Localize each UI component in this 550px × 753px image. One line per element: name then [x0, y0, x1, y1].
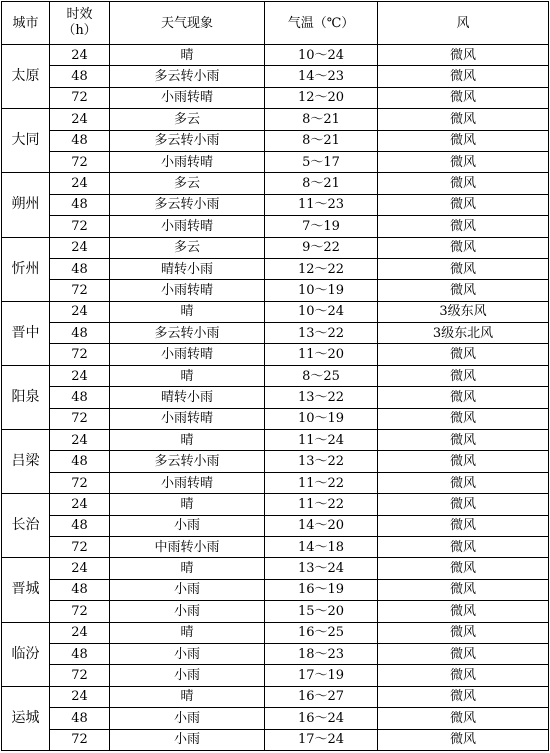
table-row: [2, 494, 549, 515]
header-hours-line1: 时效: [66, 7, 93, 22]
wind-cell: 微风: [378, 151, 549, 172]
table-row: [2, 66, 549, 87]
table-row: [2, 643, 549, 664]
weather-cell: 多云: [110, 173, 265, 194]
table-row: [2, 558, 549, 579]
wind-cell: 微风: [378, 237, 549, 258]
weather-cell: 多云转小雨: [110, 451, 265, 472]
wind-cell: 微风: [378, 45, 549, 66]
weather-cell: 晴: [110, 45, 265, 66]
hours-cell: 72: [50, 280, 110, 301]
table-row: [2, 344, 549, 365]
weather-cell: 晴: [110, 622, 265, 643]
table-row: [2, 151, 549, 172]
table-row: [2, 622, 549, 643]
wind-cell: 微风: [378, 130, 549, 151]
weather-cell: 小雨: [110, 579, 265, 600]
wind-cell: 微风: [378, 536, 549, 557]
weather-cell: 小雨转晴: [110, 408, 265, 429]
city-name: 运城: [2, 686, 50, 750]
hours-cell: 48: [50, 515, 110, 536]
weather-cell: 小雨: [110, 601, 265, 622]
temperature-cell: 16～19: [265, 579, 378, 600]
temperature-cell: 17～19: [265, 665, 378, 686]
hours-cell: 72: [50, 87, 110, 108]
table-row: [2, 665, 549, 686]
weather-cell: 小雨: [110, 729, 265, 750]
table-row: [2, 280, 549, 301]
table-row: [2, 408, 549, 429]
header-wind: 风: [378, 2, 549, 45]
table-row: [2, 87, 549, 108]
hours-cell: 72: [50, 536, 110, 557]
temperature-cell: 14～20: [265, 515, 378, 536]
wind-cell: 微风: [378, 194, 549, 215]
weather-cell: 晴: [110, 430, 265, 451]
hours-cell: 48: [50, 708, 110, 729]
wind-cell: 微风: [378, 708, 549, 729]
wind-cell: 微风: [378, 622, 549, 643]
wind-cell: 微风: [378, 494, 549, 515]
wind-cell: 微风: [378, 387, 549, 408]
wind-cell: 微风: [378, 579, 549, 600]
temperature-cell: 16～27: [265, 686, 378, 707]
weather-cell: 小雨: [110, 665, 265, 686]
weather-cell: 晴: [110, 365, 265, 386]
temperature-cell: 8～21: [265, 130, 378, 151]
city-name: 晋中: [2, 301, 50, 365]
weather-cell: 晴转小雨: [110, 387, 265, 408]
temperature-cell: 13～22: [265, 387, 378, 408]
weather-cell: 晴: [110, 558, 265, 579]
header-city: 城市: [2, 2, 50, 45]
wind-cell: 微风: [378, 558, 549, 579]
header-row: [2, 2, 549, 45]
wind-cell: 3级东风: [378, 301, 549, 322]
table-row: [2, 173, 549, 194]
header-weather: 天气现象: [110, 2, 265, 45]
wind-cell: 微风: [378, 601, 549, 622]
hours-cell: 72: [50, 729, 110, 750]
table-row: [2, 536, 549, 557]
wind-cell: 微风: [378, 258, 549, 279]
weather-cell: 小雨转晴: [110, 87, 265, 108]
hours-cell: 48: [50, 66, 110, 87]
temperature-cell: 10～24: [265, 45, 378, 66]
hours-cell: 48: [50, 323, 110, 344]
table-row: [2, 579, 549, 600]
header-hours-line2: （h）: [62, 23, 97, 38]
temperature-cell: 12～22: [265, 258, 378, 279]
hours-cell: 72: [50, 601, 110, 622]
temperature-cell: 5～17: [265, 151, 378, 172]
table-row: [2, 472, 549, 493]
temperature-cell: 11～23: [265, 194, 378, 215]
table-row: [2, 601, 549, 622]
temperature-cell: 11～20: [265, 344, 378, 365]
temperature-cell: 11～24: [265, 430, 378, 451]
weather-cell: 小雨转晴: [110, 472, 265, 493]
city-name: 朔州: [2, 173, 50, 237]
table-row: [2, 729, 549, 750]
city-name: 阳泉: [2, 365, 50, 429]
weather-cell: 小雨: [110, 708, 265, 729]
table-row: [2, 708, 549, 729]
wind-cell: 微风: [378, 216, 549, 237]
table-row: [2, 109, 549, 130]
forecast-body: [2, 45, 549, 751]
weather-cell: 多云: [110, 237, 265, 258]
wind-cell: 3级东北风: [378, 323, 549, 344]
temperature-cell: 14～23: [265, 66, 378, 87]
temperature-cell: 11～22: [265, 494, 378, 515]
hours-cell: 24: [50, 365, 110, 386]
temperature-cell: 10～24: [265, 301, 378, 322]
wind-cell: 微风: [378, 408, 549, 429]
table-row: [2, 323, 549, 344]
wind-cell: 微风: [378, 686, 549, 707]
temperature-cell: 17～24: [265, 729, 378, 750]
weather-cell: 小雨转晴: [110, 151, 265, 172]
hours-cell: 48: [50, 130, 110, 151]
hours-cell: 24: [50, 558, 110, 579]
weather-cell: 晴转小雨: [110, 258, 265, 279]
table-row: [2, 451, 549, 472]
weather-cell: 小雨: [110, 643, 265, 664]
wind-cell: 微风: [378, 87, 549, 108]
temperature-cell: 8～21: [265, 173, 378, 194]
hours-cell: 72: [50, 472, 110, 493]
city-name: 吕梁: [2, 430, 50, 494]
city-name: 长治: [2, 494, 50, 558]
temperature-cell: 18～23: [265, 643, 378, 664]
hours-cell: 72: [50, 665, 110, 686]
weather-cell: 晴: [110, 686, 265, 707]
temperature-cell: 14～18: [265, 536, 378, 557]
city-name: 忻州: [2, 237, 50, 301]
weather-cell: 晴: [110, 301, 265, 322]
wind-cell: 微风: [378, 365, 549, 386]
wind-cell: 微风: [378, 643, 549, 664]
wind-cell: 微风: [378, 729, 549, 750]
temperature-cell: 16～24: [265, 708, 378, 729]
table-row: [2, 130, 549, 151]
table-row: [2, 237, 549, 258]
weather-cell: 中雨转小雨: [110, 536, 265, 557]
hours-cell: 24: [50, 430, 110, 451]
temperature-cell: 13～24: [265, 558, 378, 579]
hours-cell: 48: [50, 258, 110, 279]
table-row: [2, 45, 549, 66]
table-row: [2, 301, 549, 322]
temperature-cell: 7～19: [265, 216, 378, 237]
city-name: 临汾: [2, 622, 50, 686]
hours-cell: 24: [50, 686, 110, 707]
table-row: [2, 387, 549, 408]
table-row: [2, 194, 549, 215]
temperature-cell: 9～22: [265, 237, 378, 258]
weather-cell: 小雨转晴: [110, 344, 265, 365]
table-row: [2, 430, 549, 451]
city-name: 太原: [2, 45, 50, 109]
hours-cell: 24: [50, 109, 110, 130]
temperature-cell: 16～25: [265, 622, 378, 643]
wind-cell: 微风: [378, 515, 549, 536]
weather-cell: 多云转小雨: [110, 194, 265, 215]
temperature-cell: 15～20: [265, 601, 378, 622]
hours-cell: 48: [50, 643, 110, 664]
wind-cell: 微风: [378, 472, 549, 493]
hours-cell: 24: [50, 494, 110, 515]
city-name: 晋城: [2, 558, 50, 622]
wind-cell: 微风: [378, 451, 549, 472]
hours-cell: 24: [50, 622, 110, 643]
hours-cell: 48: [50, 451, 110, 472]
weather-cell: 多云转小雨: [110, 66, 265, 87]
hours-cell: 72: [50, 151, 110, 172]
temperature-cell: 13～22: [265, 451, 378, 472]
header-temperature: 气温（℃）: [265, 2, 378, 45]
weather-cell: 小雨转晴: [110, 216, 265, 237]
wind-cell: 微风: [378, 109, 549, 130]
hours-cell: 24: [50, 301, 110, 322]
wind-cell: 微风: [378, 665, 549, 686]
city-name: 大同: [2, 109, 50, 173]
header-hours: [50, 2, 110, 45]
table-row: [2, 515, 549, 536]
weather-cell: 多云: [110, 109, 265, 130]
table-row: [2, 216, 549, 237]
wind-cell: 微风: [378, 173, 549, 194]
temperature-cell: 12～20: [265, 87, 378, 108]
hours-cell: 48: [50, 387, 110, 408]
hours-cell: 24: [50, 237, 110, 258]
temperature-cell: 10～19: [265, 280, 378, 301]
hours-cell: 48: [50, 579, 110, 600]
wind-cell: 微风: [378, 280, 549, 301]
temperature-cell: 11～22: [265, 472, 378, 493]
weather-cell: 多云转小雨: [110, 130, 265, 151]
weather-cell: 多云转小雨: [110, 323, 265, 344]
table-row: [2, 365, 549, 386]
wind-cell: 微风: [378, 344, 549, 365]
hours-cell: 24: [50, 45, 110, 66]
hours-cell: 72: [50, 408, 110, 429]
wind-cell: 微风: [378, 430, 549, 451]
table-row: [2, 686, 549, 707]
temperature-cell: 8～21: [265, 109, 378, 130]
hours-cell: 24: [50, 173, 110, 194]
hours-cell: 72: [50, 344, 110, 365]
hours-cell: 48: [50, 194, 110, 215]
table-row: [2, 258, 549, 279]
forecast-table: [1, 1, 549, 751]
weather-cell: 小雨: [110, 515, 265, 536]
wind-cell: 微风: [378, 66, 549, 87]
temperature-cell: 13～22: [265, 323, 378, 344]
temperature-cell: 10～19: [265, 408, 378, 429]
hours-cell: 72: [50, 216, 110, 237]
temperature-cell: 8～25: [265, 365, 378, 386]
weather-cell: 小雨转晴: [110, 280, 265, 301]
weather-cell: 晴: [110, 494, 265, 515]
